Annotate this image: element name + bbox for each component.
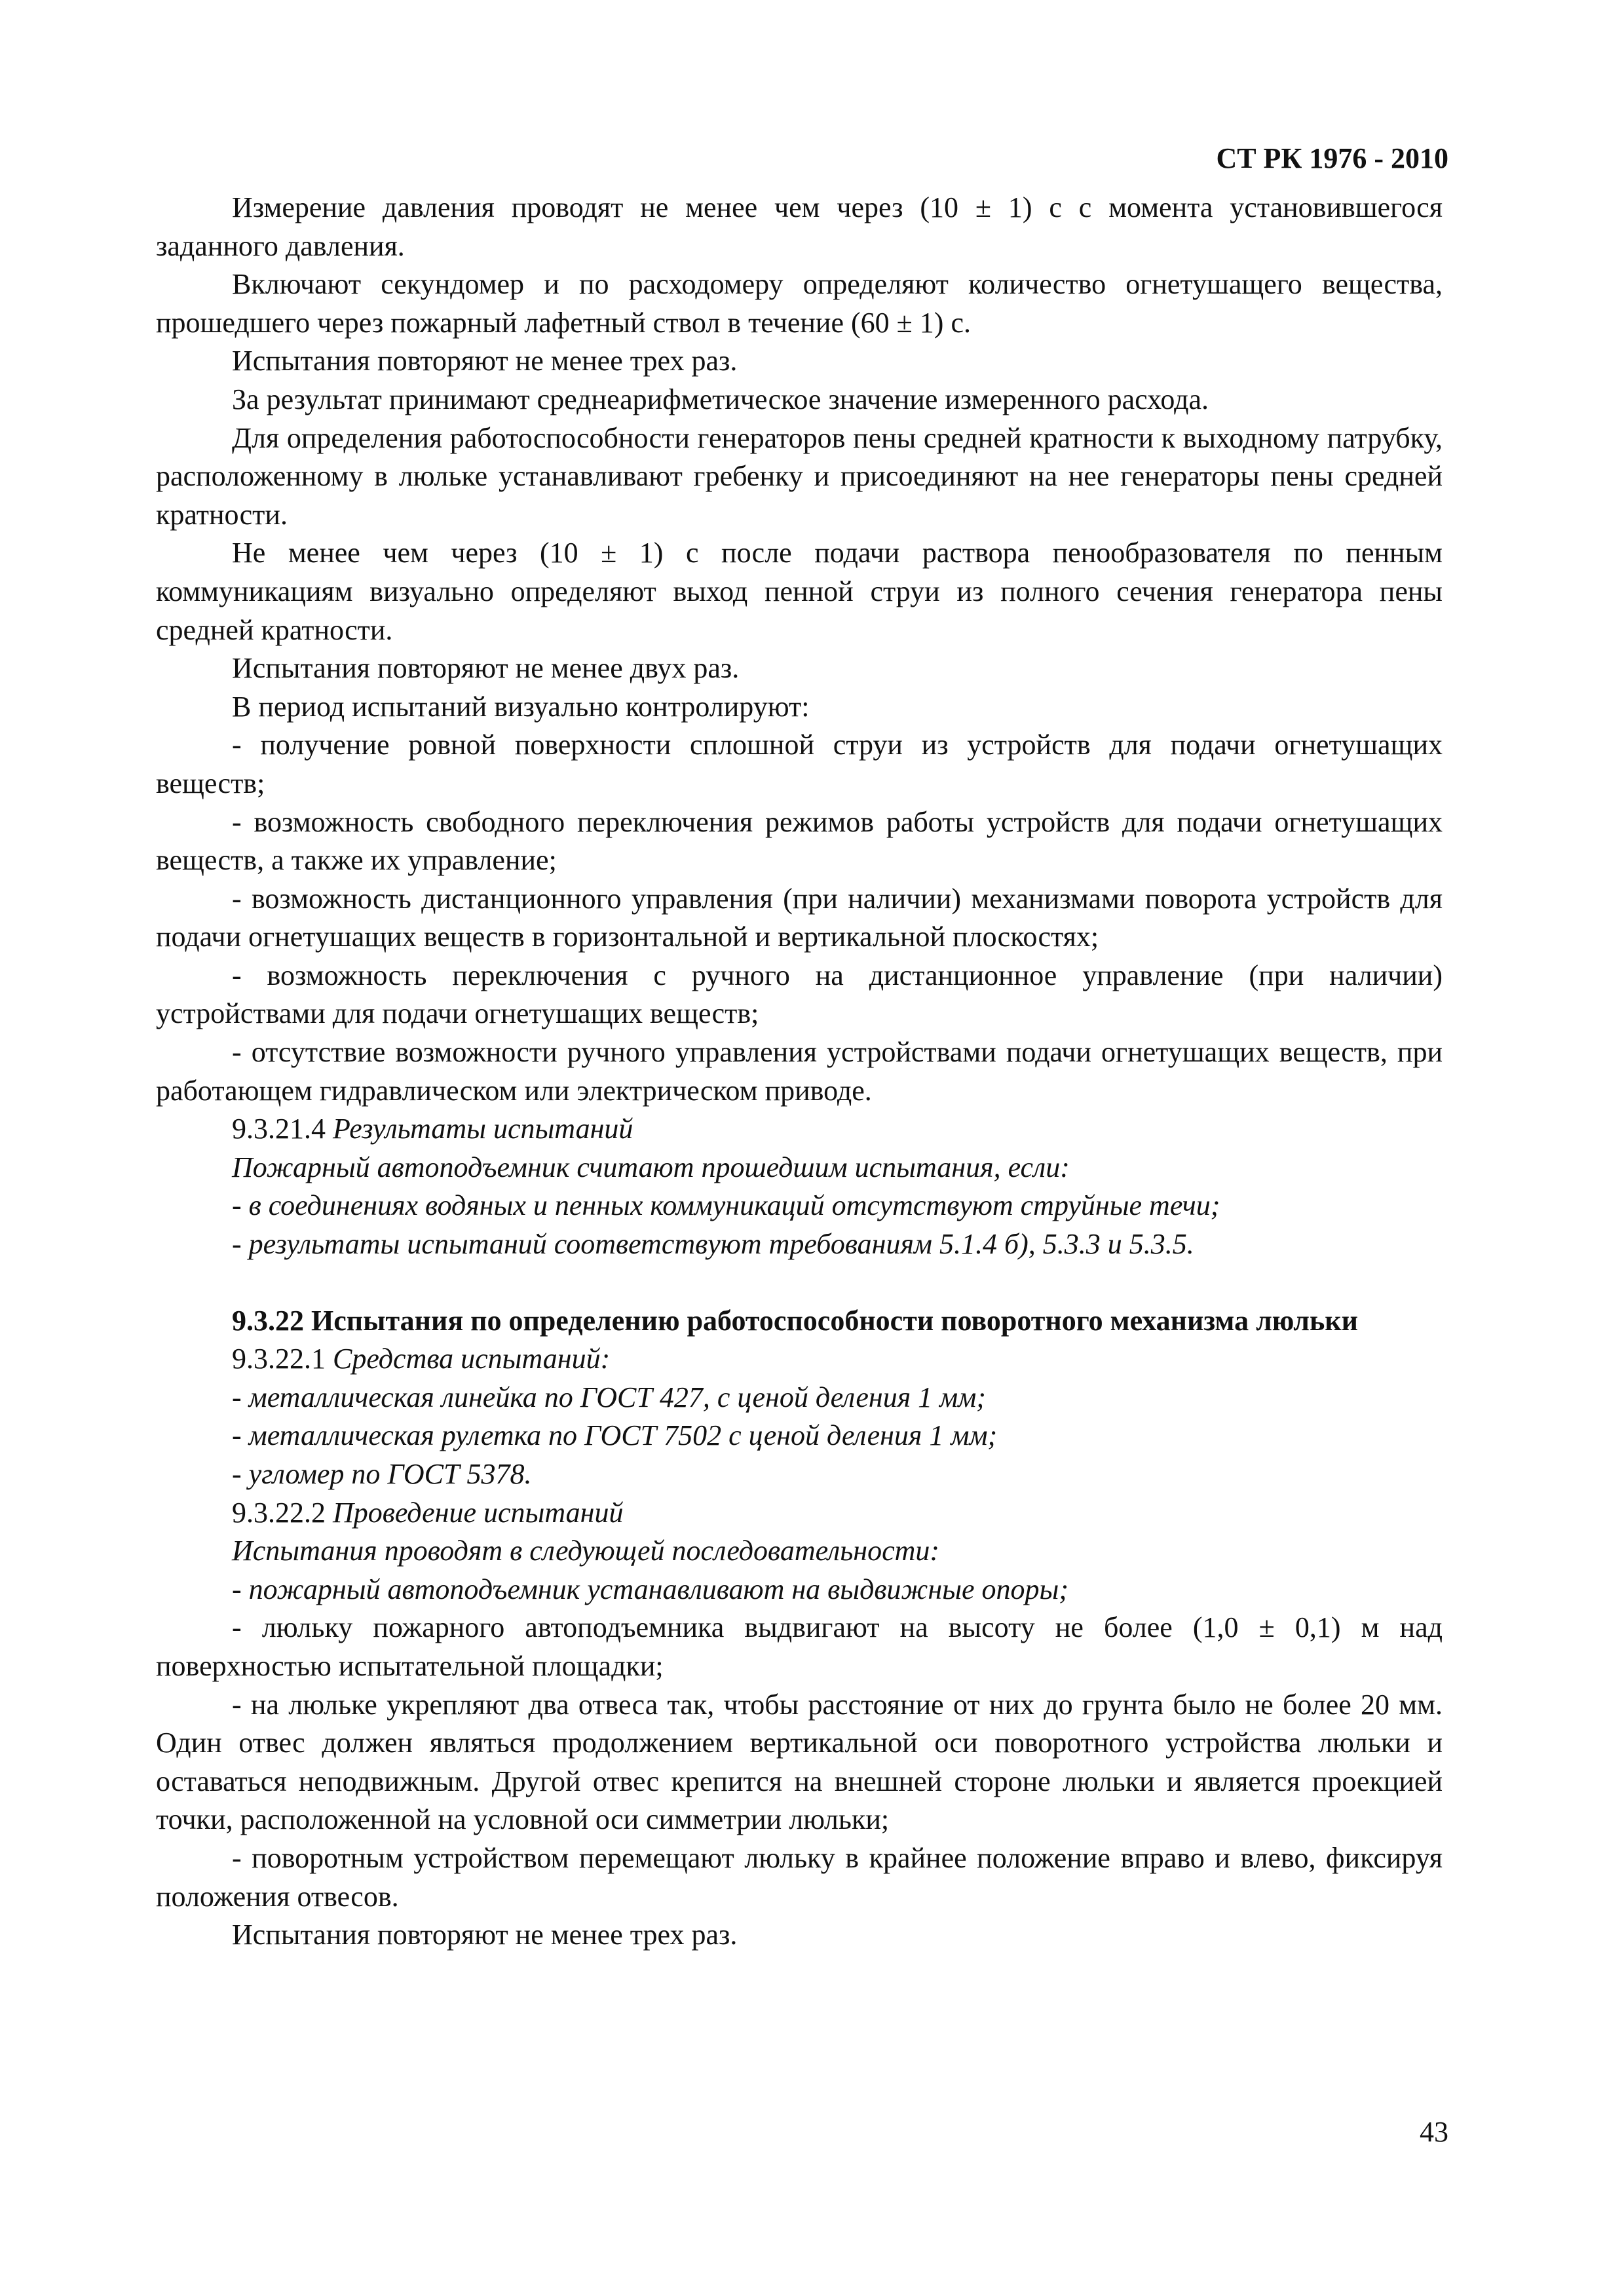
section-heading: 9.3.22 Испытания по определению работоспособности поворотного механизма люльки — [232, 1304, 1358, 1337]
list-item: - пожарный автоподъемник устанавливают на выдвижные опоры; — [232, 1573, 1068, 1605]
list-item: - на люльке укрепляют два отвеса так, чтобы расстояние от них до грунта было не более 20 мм. Один отвес должен являться продолжением вертикальной оси поворотного устройства люльки и оставаться неподвижным. Другой отвес крепится на внешней стороне люльки и является проекцией точки, расположенной на условной оси симметрии люльки; — [156, 1688, 1443, 1836]
paragraph: За результат принимают среднеарифметическое значение измеренного расхода. — [232, 383, 1209, 415]
list-item: - результаты испытаний соответствуют требованиям 5.1.4 б), 5.3.3 и 5.3.5. — [232, 1228, 1194, 1261]
subsection-title — [156, 1110, 1443, 1149]
paragraph: В период испытаний визуально контролируют: — [232, 690, 810, 723]
subsection-number: 9.3.21.4 — [232, 1113, 326, 1145]
subsection-caption: Проведение испытаний — [333, 1496, 624, 1529]
subsection-caption: Средства испытаний: — [333, 1343, 611, 1375]
paragraph: Включают секундомер и по расходомеру определяют количество огнетушащего вещества, прошедшего через пожарный лафетный ствол в течение (60 ± 1) с. — [156, 268, 1443, 339]
subsection-caption: Результаты испытаний — [333, 1113, 633, 1145]
list-item: - металлическая рулетка по ГОСТ 7502 с ценой деления 1 мм; — [232, 1419, 998, 1452]
list-item: - металлическая линейка по ГОСТ 427, с ценой деления 1 мм; — [232, 1381, 986, 1413]
paragraph: Испытания повторяют не менее трех раз. — [232, 1919, 738, 1951]
standard-code: СТ РК 1976 - 2010 — [1216, 142, 1448, 174]
subsection-number: 9.3.22.2 — [232, 1496, 326, 1529]
paragraph: Для определения работоспособности генераторов пены средней кратности к выходному патрубку, расположенному в люльке устанавливают гребенку и присоединяют на нее генераторы пены средней кратности. — [156, 421, 1443, 531]
paragraph: Испытания проводят в следующей последовательности: — [232, 1535, 940, 1567]
list-item: - поворотным устройством перемещают люльку в крайнее положение вправо и влево, фиксируя положения отвесов. — [156, 1841, 1443, 1913]
list-item: - отсутствие возможности ручного управления устройствами подачи огнетушащих веществ, при работающем гидравлическом или электрическом приводе. — [156, 1036, 1443, 1107]
paragraph: Испытания повторяют не менее трех раз. — [232, 345, 738, 377]
subsection-number: 9.3.22.1 — [232, 1343, 326, 1375]
paragraph: Пожарный автоподъемник считают прошедшим испытания, если: — [232, 1151, 1070, 1183]
subsection-title — [156, 1340, 1443, 1379]
list-item: - возможность свободного переключения режимов работы устройств для подачи огнетушащих веществ, а также их управление; — [156, 805, 1443, 877]
list-item: - люльку пожарного автоподъемника выдвигают на высоту не более (1,0 ± 0,1) м над поверхностью испытательной площадки; — [156, 1611, 1443, 1682]
list-item: - возможность дистанционного управления (при наличии) механизмами поворота устройств для подачи огнетушащих веществ в горизонтальной и вертикальной плоскостях; — [156, 882, 1443, 953]
paragraph: Испытания повторяют не менее двух раз. — [232, 652, 740, 685]
paragraph: Не менее чем через (10 ± 1) с после подачи раствора пенообразователя по пенным коммуникациям визуально определяют выход пенной струи из полного сечения генератора пены средней кратности. — [156, 537, 1443, 646]
subsection-title — [156, 1494, 1443, 1533]
list-item: - в соединениях водяных и пенных коммуникаций отсутствуют струйные течи; — [232, 1189, 1220, 1222]
list-item: - возможность переключения с ручного на дистанционное управление (при наличии) устройствами для подачи огнетушащих веществ; — [156, 959, 1443, 1030]
page-number: 43 — [1420, 2116, 1448, 2148]
document-body — [156, 189, 1443, 1955]
list-item: - получение ровной поверхности сплошной струи из устройств для подачи огнетушащих веществ; — [156, 729, 1443, 799]
list-item: - угломер по ГОСТ 5378. — [232, 1458, 532, 1490]
paragraph: Измерение давления проводят не менее чем через (10 ± 1) с с момента установившегося заданного давления. — [156, 191, 1443, 262]
